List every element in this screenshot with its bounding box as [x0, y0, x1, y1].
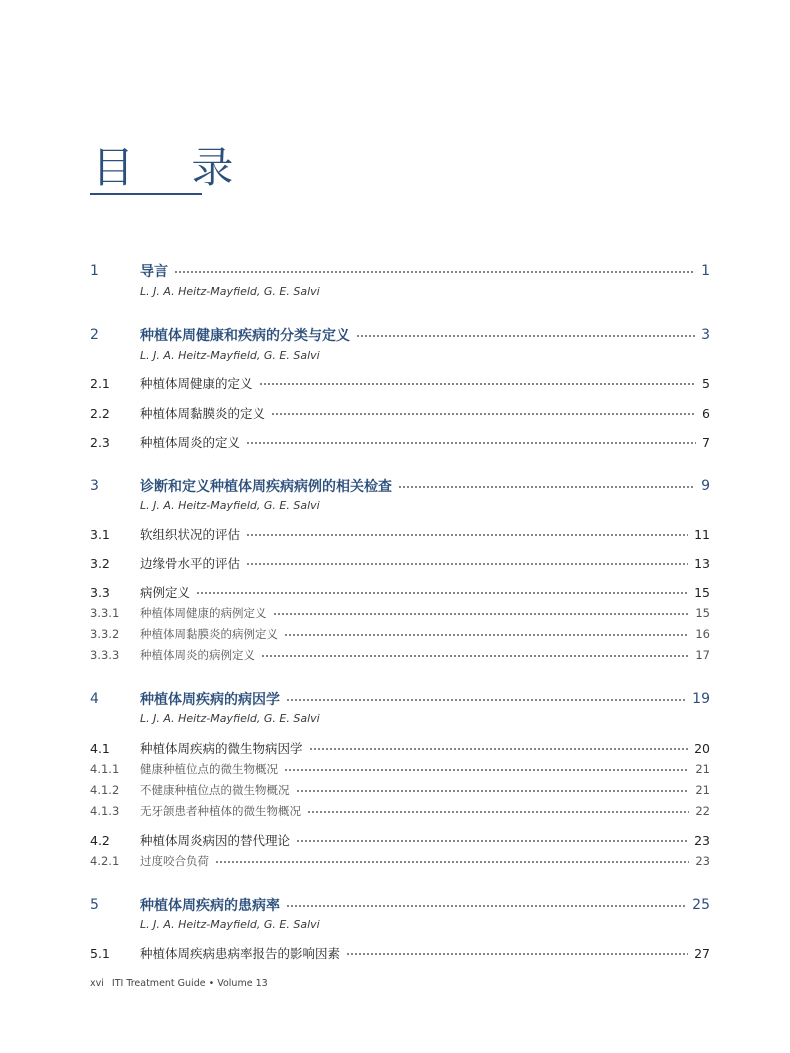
- toc-number: 4.1.2: [90, 783, 120, 797]
- toc-chapter-5[interactable]: [90, 895, 710, 915]
- toc-page-number: 11: [694, 526, 710, 542]
- dot-leader: [259, 383, 697, 385]
- dot-leader: [286, 699, 686, 701]
- dot-leader: [398, 486, 695, 488]
- toc-number: 3.2: [90, 555, 110, 571]
- dot-leader: [271, 413, 696, 415]
- toc-title: 无牙颌患者种植体的微生物概况: [140, 804, 301, 818]
- toc-title: 种植体周疾病的患病率: [140, 898, 280, 914]
- toc-title: 种植体周健康的定义: [140, 376, 253, 391]
- toc-section-2-3[interactable]: [90, 432, 710, 452]
- toc-subsection-3-3-2[interactable]: [90, 624, 710, 644]
- toc-number: 4.1.1: [90, 762, 120, 776]
- toc-title: 种植体周炎病因的替代理论: [140, 833, 291, 848]
- toc-page-number: 6: [702, 405, 710, 421]
- footer-page-number: xvi: [90, 978, 104, 989]
- toc-title: 软组织状况的评估: [140, 527, 241, 542]
- toc-subsection-3-3-1[interactable]: [90, 603, 710, 623]
- toc-section-2-2[interactable]: [90, 403, 710, 423]
- dot-leader: [284, 769, 689, 771]
- toc-page-number: 3: [701, 327, 710, 343]
- chapter-authors: L. J. A. Heitz-Mayfield, G. E. Salvi: [140, 499, 320, 512]
- toc-number: 5.1: [90, 945, 110, 961]
- toc-chapter-4[interactable]: [90, 689, 710, 709]
- page-title: 目 录: [92, 143, 256, 192]
- chapter-authors: L. J. A. Heitz-Mayfield, G. E. Salvi: [140, 712, 320, 725]
- toc-title: 种植体周黏膜炎的病例定义: [140, 627, 278, 641]
- toc-page-number: 13: [694, 555, 710, 571]
- dot-leader: [174, 271, 695, 273]
- dot-leader: [196, 592, 688, 594]
- chapter-authors: L. J. A. Heitz-Mayfield, G. E. Salvi: [140, 918, 320, 931]
- toc-chapter-1[interactable]: [90, 261, 710, 281]
- toc-title: 种植体周疾病的微生物病因学: [140, 741, 303, 756]
- toc-page-number: 20: [694, 740, 710, 756]
- page-footer: [90, 978, 268, 989]
- dot-leader: [246, 563, 688, 565]
- toc-number: 2.1: [90, 375, 110, 391]
- toc-subsection-3-3-3[interactable]: [90, 645, 710, 665]
- toc-section-3-3[interactable]: [90, 582, 710, 602]
- toc-number: 2.3: [90, 434, 110, 450]
- toc-chapter-3[interactable]: [90, 476, 710, 496]
- toc-number: 5: [90, 897, 99, 913]
- dot-leader: [296, 840, 688, 842]
- toc-section-5-1[interactable]: [90, 943, 710, 963]
- chapter-authors: L. J. A. Heitz-Mayfield, G. E. Salvi: [140, 349, 320, 362]
- toc-title: 种植体周健康的病例定义: [140, 606, 267, 620]
- toc-title: 健康种植位点的微生物概况: [140, 762, 278, 776]
- toc-number: 1: [90, 263, 99, 279]
- chapter-authors: L. J. A. Heitz-Mayfield, G. E. Salvi: [140, 285, 320, 298]
- toc-number: 3.1: [90, 526, 110, 542]
- toc-page-number: 15: [694, 584, 710, 600]
- toc-title: 边缘骨水平的评估: [140, 556, 241, 571]
- dot-leader: [356, 335, 695, 337]
- dot-leader: [261, 655, 689, 657]
- toc-page-number: 16: [695, 627, 710, 641]
- toc-title: 病例定义: [140, 585, 191, 600]
- toc-title: 种植体周疾病患病率报告的影响因素: [140, 946, 341, 961]
- toc-number: 3.3.3: [90, 648, 120, 662]
- toc-number: 4.1: [90, 740, 110, 756]
- toc-number: 3.3: [90, 584, 110, 600]
- dot-leader: [286, 905, 686, 907]
- toc-subsection-4-1-2[interactable]: [90, 780, 710, 800]
- dot-leader: [246, 534, 688, 536]
- dot-leader: [296, 790, 690, 792]
- toc-title: 种植体周炎的定义: [140, 435, 241, 450]
- toc-section-4-1[interactable]: [90, 738, 710, 758]
- toc-chapter-2[interactable]: [90, 325, 710, 345]
- toc-page-number: 23: [694, 832, 710, 848]
- toc-page-number: 25: [692, 897, 710, 913]
- toc-number: 2: [90, 327, 99, 343]
- toc-page-number: 17: [695, 648, 710, 662]
- footer-series-title: ITI Treatment Guide • Volume 13: [111, 978, 268, 989]
- toc-number: 3.3.1: [90, 606, 120, 620]
- toc-number: 3.3.2: [90, 627, 120, 641]
- toc-title: 种植体周疾病的病因学: [140, 692, 280, 708]
- toc-title: 不健康种植位点的微生物概况: [140, 783, 290, 797]
- toc-page-number: 9: [701, 478, 710, 494]
- toc-section-4-2[interactable]: [90, 830, 710, 850]
- toc-number: 2.2: [90, 405, 110, 421]
- toc-subsection-4-2-1[interactable]: [90, 851, 710, 871]
- dot-leader: [284, 634, 689, 636]
- toc-page-number: 23: [695, 854, 710, 868]
- toc-title: 过度咬合负荷: [140, 854, 209, 868]
- toc-title: 导言: [140, 264, 168, 280]
- toc-page-number: 15: [695, 606, 710, 620]
- dot-leader: [246, 442, 696, 444]
- toc-page-number: 27: [694, 945, 710, 961]
- toc-page-number: 21: [695, 762, 710, 776]
- toc-number: 4.1.3: [90, 804, 120, 818]
- toc-subsection-4-1-1[interactable]: [90, 759, 710, 779]
- toc-number: 4.2: [90, 832, 110, 848]
- toc-page-number: 19: [692, 691, 710, 707]
- toc-page-number: 22: [695, 804, 710, 818]
- toc-title: 种植体周健康和疾病的分类与定义: [140, 328, 350, 344]
- toc-page-number: 5: [702, 375, 710, 391]
- toc-number: 3: [90, 478, 99, 494]
- toc-title: 种植体周炎的病例定义: [140, 648, 255, 662]
- toc-number: 4: [90, 691, 99, 707]
- dot-leader: [215, 861, 689, 863]
- toc-page-number: 21: [695, 783, 710, 797]
- dot-leader: [309, 748, 689, 750]
- title-underline: [90, 193, 202, 195]
- dot-leader: [307, 811, 689, 813]
- toc-section-3-1[interactable]: [90, 524, 710, 544]
- toc-subsection-4-1-3[interactable]: [90, 801, 710, 821]
- toc-section-2-1[interactable]: [90, 373, 710, 393]
- dot-leader: [346, 953, 688, 955]
- toc-title: 种植体周黏膜炎的定义: [140, 406, 266, 421]
- toc-page-number: 7: [702, 434, 710, 450]
- toc-section-3-2[interactable]: [90, 553, 710, 573]
- toc-page-number: 1: [701, 263, 710, 279]
- dot-leader: [273, 613, 690, 615]
- toc-title: 诊断和定义种植体周疾病病例的相关检查: [140, 479, 392, 495]
- toc-number: 4.2.1: [90, 854, 120, 868]
